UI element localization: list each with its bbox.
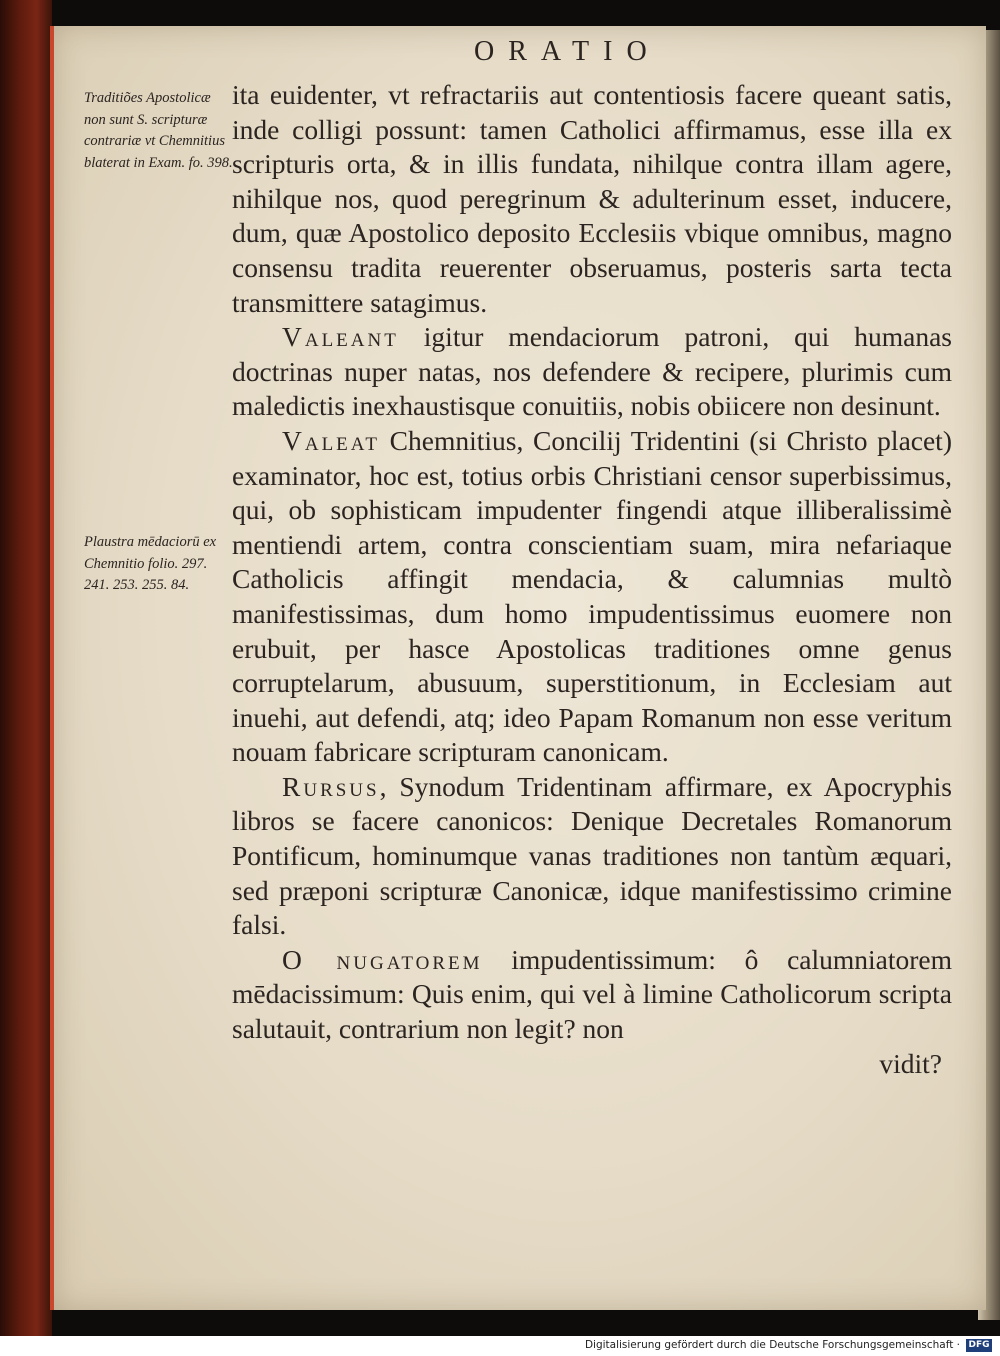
footer-bar (0, 1336, 1000, 1356)
margin-note-1: Traditiões Apostolicæ non sunt S. scripturæ contrariæ vt Chemnitius blaterat in Exam. fo. 398. (84, 90, 233, 171)
paragraph-5 (232, 943, 952, 1047)
book-edge-left (0, 0, 52, 1336)
paragraph-5-text: impudentissimum: ô calumniatorem mēdacissimum: Quis enim, qui vel à limine Catholicorum scripta salutauit, contrarium non legit? non (232, 943, 953, 1045)
paragraph-4 (232, 770, 952, 943)
footer-credit: Digitalisierung gefördert durch die Deutsche Forschungsgemeinschaft · (584, 1339, 960, 1351)
paragraph-2 (232, 320, 952, 424)
paragraph-3 (232, 424, 952, 770)
paragraph-2-text: igitur mendaciorum patroni, qui humanas doctrinas nuper natas, nos defendere & recipere, plurimis cum maledictis inexhaustisque conuitiis, nobis obiicere non desinunt. (232, 321, 952, 422)
paragraph-3-text: Chemnitius, Concilij Tridentini (si Christo placet) examinator, hoc est, totius orbis Christiani censor superbissimus, qui, ob sophisticam impudenter fingendi atque illiberalissimè mentiendi artem, contra conscientiam suam, mira nefariaque Catholicis affingit mendacia, & calumnias multò manifestissimas, dum homo impudentissimus euomere non erubuit, per hasce Apostolicas traditiones omne genus corruptelarum, abusuum, superstitionum, in Ecclesiam aut inuehi, aut defendi, atq; ideo Papam Romanum non esse veritum nouam fabricare scripturam canonicam. (232, 424, 952, 768)
paragraph-4-text: , Synodum Tridentinam affirmare, ex Apocryphis libros se facere canonicos: Denique Decretales Romanorum Pontificum, hominumque vanas traditiones non tantùm æquari, sed præponi scripturæ Canonicæ, idque manifestissimo crimine falsi. (232, 770, 952, 941)
catchword-line: vidit? (879, 1047, 942, 1079)
main-text (232, 78, 952, 1081)
paragraph-3-lead: Valeat (282, 424, 381, 456)
book-page (50, 26, 986, 1310)
paragraph-1-text: ita euidenter, vt refractariis aut contentiosis facere queant satis, inde colligi possunt: tamen Catholici affirmamus, esse illa ex scripturis orta, & in illis fundata, nihilque contra illam agere, nihilque nos, quod peregrinum & adulterinum esset, inducere, dum, quæ Apostolico deposito Ecclesiis vbique omnibus, magno consensu tradita reuerenter obseruamus, posteris sarta tecta transmittere satagimus. (232, 79, 952, 318)
paragraph-5-lead: O nugatorem (282, 943, 483, 975)
paragraph-4-lead: Rursus (282, 770, 380, 802)
paragraph-1 (232, 78, 952, 320)
dfg-logo-icon: DFG (966, 1339, 992, 1352)
margin-note-2: Plaustra mēdaciorū ex Chemnitio folio. 297. 241. 253. 255. 84. (84, 534, 217, 593)
paragraph-2-lead: Valeant (282, 321, 399, 353)
running-header: ORATIO (474, 36, 661, 67)
